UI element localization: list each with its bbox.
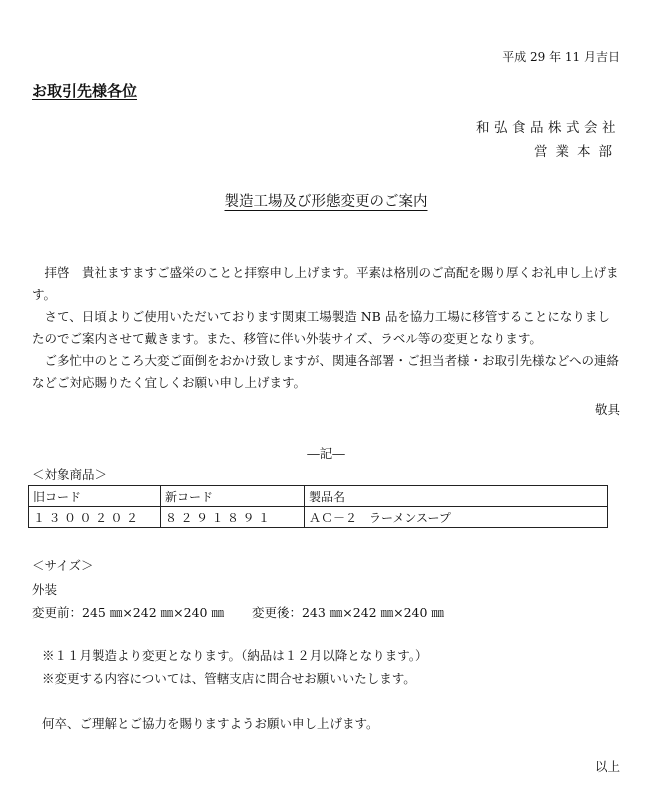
body-paragraph-1 (32, 262, 620, 306)
size-change-line (32, 603, 444, 621)
closing-keigu: 敬具 (594, 402, 620, 417)
column-header-product-name: 製品名 (305, 486, 608, 507)
size-before: 変更前：245 ㎜×242 ㎜×240 ㎜ (32, 605, 224, 620)
document-title (0, 190, 652, 211)
body-paragraph-2-text: さて、日頃よりご使用いただいております関東工場製造 NB 品を協力工場に移管することになりましたのでご案内させて戴きます。また、移管に伴い外装サイズ、ラベル等の変更となります。 (32, 309, 610, 346)
size-heading: ＜サイズ＞ (32, 558, 94, 573)
document-date: 平成 29 年 11 月吉日 (502, 50, 620, 64)
products-heading: ＜対象商品＞ (32, 467, 108, 482)
products-table (28, 485, 608, 528)
column-header-old-code: 旧コード (29, 486, 161, 507)
body-paragraph-2 (32, 306, 620, 350)
body-paragraph-1-text: 拝啓 貴社ますますご盛栄のことと拝察申し上げます。平素は格別のご高配を賜り厚くお礼申し上げます。 (32, 265, 619, 302)
table-header-row (29, 486, 608, 507)
table-row (29, 507, 608, 528)
note-2: ※変更する内容については、管轄支店に問合せお願いいたします。 (42, 671, 416, 686)
end-mark: 以上 (594, 759, 620, 774)
size-after: 変更後：243 ㎜×242 ㎜×240 ㎜ (251, 605, 444, 620)
cell-new-code: ８２９１８９１ (161, 507, 305, 528)
body-paragraph-3 (32, 350, 620, 394)
cell-product-name: ＡＣ－２ ラーメンスープ (305, 507, 608, 528)
ki-marker: ―記― (307, 446, 345, 461)
body-paragraph-3-text: ご多忙中のところ大変ご面倒をおかけ致しますが、関連各部署・ご担当者様・お取引先様などへの連絡などご対応賜りたく宜しくお願い申し上げます。 (32, 353, 620, 390)
note-1: ※１１月製造より変更となります。（納品は１２月以降となります。） (42, 648, 428, 663)
closing-request: 何卒、ご理解とご協力を賜りますようお願い申し上げます。 (42, 716, 379, 731)
letter-body (32, 262, 620, 394)
document-title-text: 製造工場及び形態変更のご案内 (224, 194, 428, 210)
column-header-new-code: 新コード (161, 486, 305, 507)
size-label: 外装 (32, 582, 58, 597)
sender-company: 和弘食品株式会社 (476, 120, 620, 136)
sender-department: 営業本部 (534, 144, 620, 160)
recipient-heading: お取引先様各位 (32, 82, 138, 100)
cell-old-code: １３００２０２ (29, 507, 161, 528)
